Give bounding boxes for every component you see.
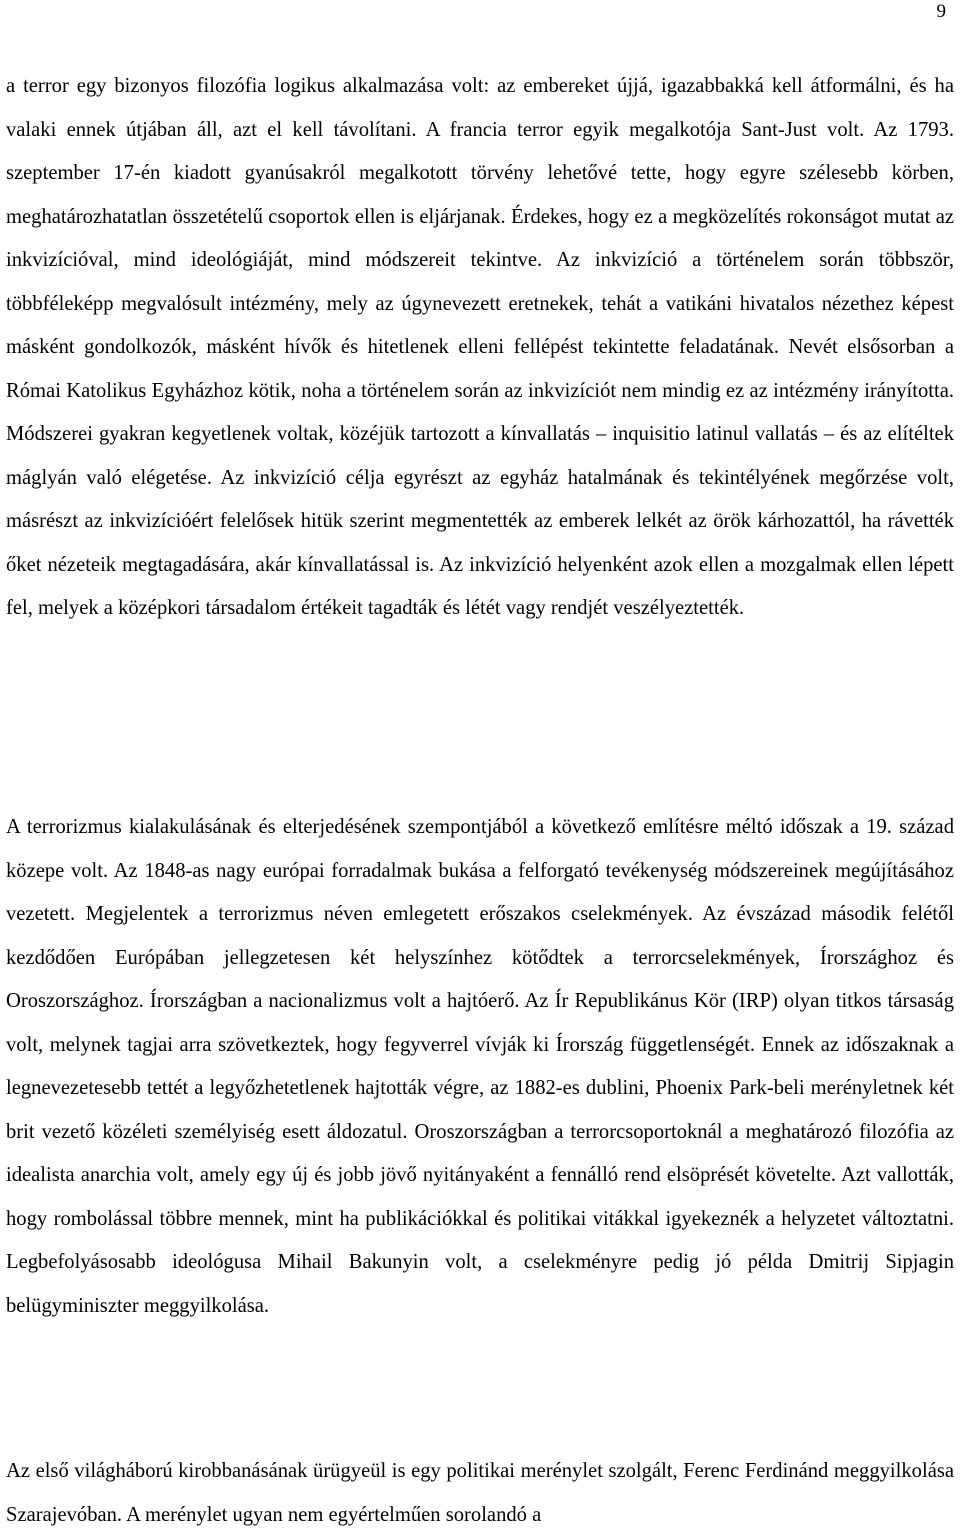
paragraph-inquisition: a terror egy bizonyos filozófia logikus alkalmazása volt: az embereket újjá, igazabbakká kell átformálni, és ha valaki ennek útjában áll, azt el kell távolítani. A francia terror egyik megalkotója Sant-Just volt. Az 1793. szeptember 17-én kiadott gyanúsakról megalkotott törvény lehetővé tette, hogy egyre szélesebb körben, meghatározhatatlan összetételű csoportok ellen is eljárjanak. Érdekes, hogy ez a megközelítés rokonságot mutat az inkvizícióval, mind ideológiáját, mind módszereit tekintve. Az inkvizíció a történelem során többször, többféleképp megvalósult intézmény, mely az úgynevezett eretnekek, tehát a vatikáni hivatalos nézethez képest másként gondolkozók, másként hívők és hitetlenek elleni fellépést tekintette feladatának. Nevét elsősorban a Római Katolikus Egyházhoz kötik, noha a történelem során az inkvizíciót nem mindig ez az intézmény irányította. Módszerei gyakran kegyetlenek voltak, közéjük tartozott a kínvallatás – inquisitio latinul vallatás – és az elítéltek máglyán való elégetése. Az inkvizíció célja egyrészt az egyház hatalmának és tekintélyének megőrzése volt, másrészt az inkvizícióért felelősek hitük szerint megmentették az emberek lelkét az örök kárhozattól, ha rávették őket nézeteik megtagadására, akár kínvallatással is. Az inkvizíció helyenként azok ellen a mozgalmak ellen lépett fel, melyek a középkori társadalom értékeit tagadták és létét vagy rendjét veszélyeztették.: [6, 75, 954, 619]
page-number: 9: [936, 1, 946, 22]
paragraph-19th-century: A terrorizmus kialakulásának és elterjedésének szempontjából a következő említésre méltó időszak a 19. század közepe volt. Az 1848-as nagy európai forradalmak bukása a felforgató tevékenység módszereinek megújításához vezetett. Megjelentek a terrorizmus néven emlegetett erőszakos cselekmények. Az évszázad második felétől kezdődően Európában jellegzetesen két helyszínhez kötődtek a terrorcselekmények, Írországhoz és Oroszországhoz. Írországban a nacionalizmus volt a hajtóerő. Az Ír Republikánus Kör (IRP) olyan titkos társaság volt, melynek tagjai arra szövetkeztek, hogy fegyverrel vívják ki Írország függetlenségét. Ennek az időszaknak a legnevezetesebb tettét a legyőzhetetlenek hajtották végre, az 1882-es dublini, Phoenix Park-beli merényletnek két brit vezető közéleti személyiség esett áldozatul. Oroszországban a terrorcsoportoknál a meghatározó filozófia az idealista anarchia volt, amely egy új és jobb jövő nyitányaként a fennálló rend elsöprését követelte. Azt vallották, hogy rombolással többre mennek, mint ha publikációkkal és politikai vitákkal igyekeznék a helyzetet változtatni. Legbefolyásosabb ideológusa Mihail Bakunyin volt, a cselekményre pedig jó példa Dmitrij Sipjagin belügyminiszter meggyilkolása.: [6, 816, 954, 1317]
paragraph-world-war-one: Az első világháború kirobbanásának ürügyeül is egy politikai merénylet szolgált, Ferenc Ferdinánd meggyilkolása Szarajevóban. A merénylet ugyan nem egyértelműen sorolandó a: [6, 1460, 954, 1526]
